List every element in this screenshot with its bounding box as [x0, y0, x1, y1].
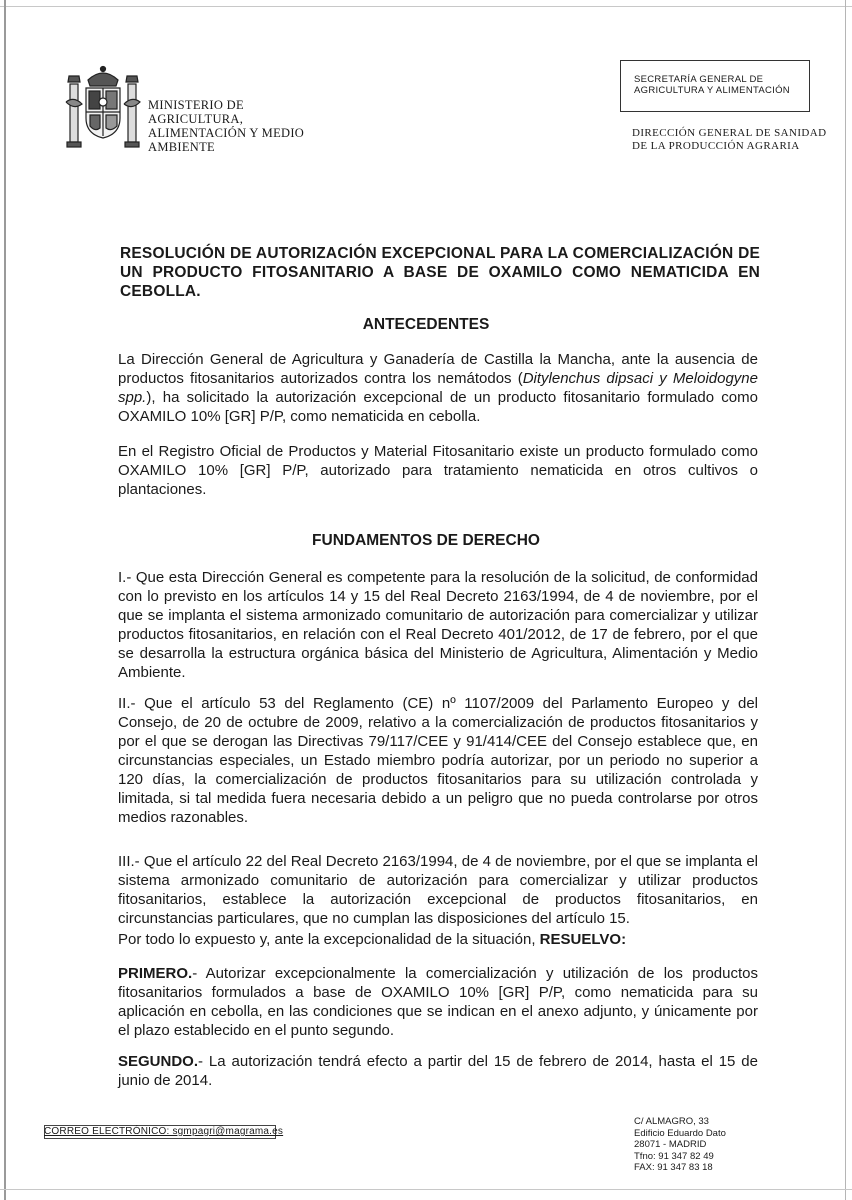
direccion-line: DE LA PRODUCCIÓN AGRARIA [632, 140, 800, 152]
address-line: Edificio Eduardo Dato [634, 1127, 726, 1139]
species-italic: Ditylenchus dipsaci y Meloidogyne spp. [118, 370, 758, 406]
ministry-line: MINISTERIO DE [148, 98, 244, 112]
primero-label: PRIMERO. [118, 965, 193, 982]
resolution-title: RESOLUCIÓN DE AUTORIZACIÓN EXCEPCIONAL PARA LA COMERCIALIZACIÓN DE UN PRODUCTO FITOSANITARIO A BASE DE OXAMILO COMO NEMATICIDA EN CEBOLLA. [120, 245, 760, 300]
page-edge-bottom [0, 1189, 852, 1190]
segundo-label: SEGUNDO. [118, 1053, 199, 1070]
page-edge-top [0, 6, 852, 7]
fundamentos-paragraph-1 [118, 568, 758, 682]
ministry-line: ALIMENTACIÓN Y MEDIO [148, 126, 305, 140]
contact-email[interactable]: CORREO ELECTRÓNICO: sgmpagri@magrama.es [44, 1126, 284, 1137]
coat-of-arms-icon [62, 62, 144, 154]
text-span: ), ha solicitado la autorización excepcional de un producto fitosanitario formulado como OXAMILO 10% [GR] P/P, como nematicida en cebolla. [118, 389, 758, 425]
antecedentes-paragraph-2 [118, 442, 758, 499]
fundamentos-paragraph-2 [118, 694, 758, 827]
ministry-line: AMBIENTE [148, 140, 215, 154]
address-line: FAX: 91 347 83 18 [634, 1162, 713, 1173]
secretaria-line: AGRICULTURA Y ALIMENTACIÓN [634, 85, 790, 96]
page-edge-left [4, 0, 6, 1200]
ministry-line: AGRICULTURA, [148, 112, 244, 126]
antecedentes-heading: ANTECEDENTES [362, 316, 490, 333]
direccion-general [632, 127, 826, 153]
page-edge-right [845, 0, 846, 1200]
secretaria-line: SECRETARÍA GENERAL DE [634, 74, 764, 85]
direccion-line: DIRECCIÓN GENERAL DE SANIDAD [632, 127, 827, 139]
ministry-name [148, 98, 304, 154]
text-span: La Dirección General de Agricultura y Ganadería de Castilla la Mancha, ante la ausencia de productos fitosanitarios autorizados contra los nemátodos ( [118, 351, 758, 387]
text-span: Por todo lo expuesto y, ante la excepcionalidad de la situación, [118, 931, 540, 948]
address-line: C/ ALMAGRO, 33 [634, 1116, 709, 1127]
segundo-paragraph [118, 1052, 758, 1090]
resuelvo-label: RESUELVO: [539, 931, 627, 948]
fundamentos-heading: FUNDAMENTOS DE DERECHO [312, 532, 540, 549]
secretaria-general [634, 74, 790, 96]
paragraph-text: II.- Que el artículo 53 del Reglamento (CE) nº 1107/2009 del Parlamento Europeo y del Consejo, de 20 de octubre de 2009, relativo a la comercialización de productos fitosanitarios y por el que se derogan las Directivas 79/117/CEE y 91/414/CEE del Consejo establece que, en circunstancias especiales, un Estado miembro podría autorizar, por un periodo no superior a 120 días, la comercialización de productos fitosanitarios para su utilización controlada y limitada, si tal medida fuera necesaria debido a un peligro que no pueda controlarse por otros medios razonables. [118, 695, 758, 826]
fundamentos-paragraph-3 [118, 852, 758, 928]
text-span: - La autorización tendrá efecto a partir del 15 de febrero de 2014, hasta el 15 de junio de 2014. [118, 1053, 758, 1089]
paragraph-text: I.- Que esta Dirección General es competente para la resolución de la solicitud, de conformidad con lo previsto en los artículos 14 y 15 del Real Decreto 2163/1994, de 4 de noviembre, por el que se implanta el sistema armonizado comunitario de autorización para comercializar y utilizar productos fitosanitarios, en relación con el Real Decreto 401/2012, de 17 de febrero, por el que se desarrolla la estructura orgánica básica del Ministerio de Agricultura, Alimentación y Medio Ambiente. [118, 569, 758, 681]
postal-address [634, 1116, 726, 1174]
text-span: - Autorizar excepcionalmente la comercialización y utilización de los productos fitosanitarios formulados a base de OXAMILO 10% [GR] P/P, como nematicida para su aplicación en cebolla, en las condiciones que se indican en el anexo adjunto, y únicamente por el plazo establecido en el punto segundo. [118, 965, 758, 1039]
resuelvo-paragraph [118, 930, 758, 949]
primero-paragraph [118, 964, 758, 1040]
paragraph-text: En el Registro Oficial de Productos y Material Fitosanitario existe un producto formulado como OXAMILO 10% [GR] P/P, autorizado para tratamiento nematicida en otros cultivos o plantaciones. [118, 443, 758, 498]
address-line: 28071 - MADRID [634, 1139, 707, 1150]
address-line: Tfno: 91 347 82 49 [634, 1150, 714, 1162]
antecedentes-paragraph-1 [118, 350, 758, 426]
paragraph-text: III.- Que el artículo 22 del Real Decreto 2163/1994, de 4 de noviembre, por el que se implanta el sistema armonizado comunitario de autorización para comercializar y utilizar productos fitosanitarios, establece la autorización excepcional de productos fitosanitarios, en circunstancias particulares, que no cumplan las disposiciones del artículo 15. [118, 853, 758, 927]
